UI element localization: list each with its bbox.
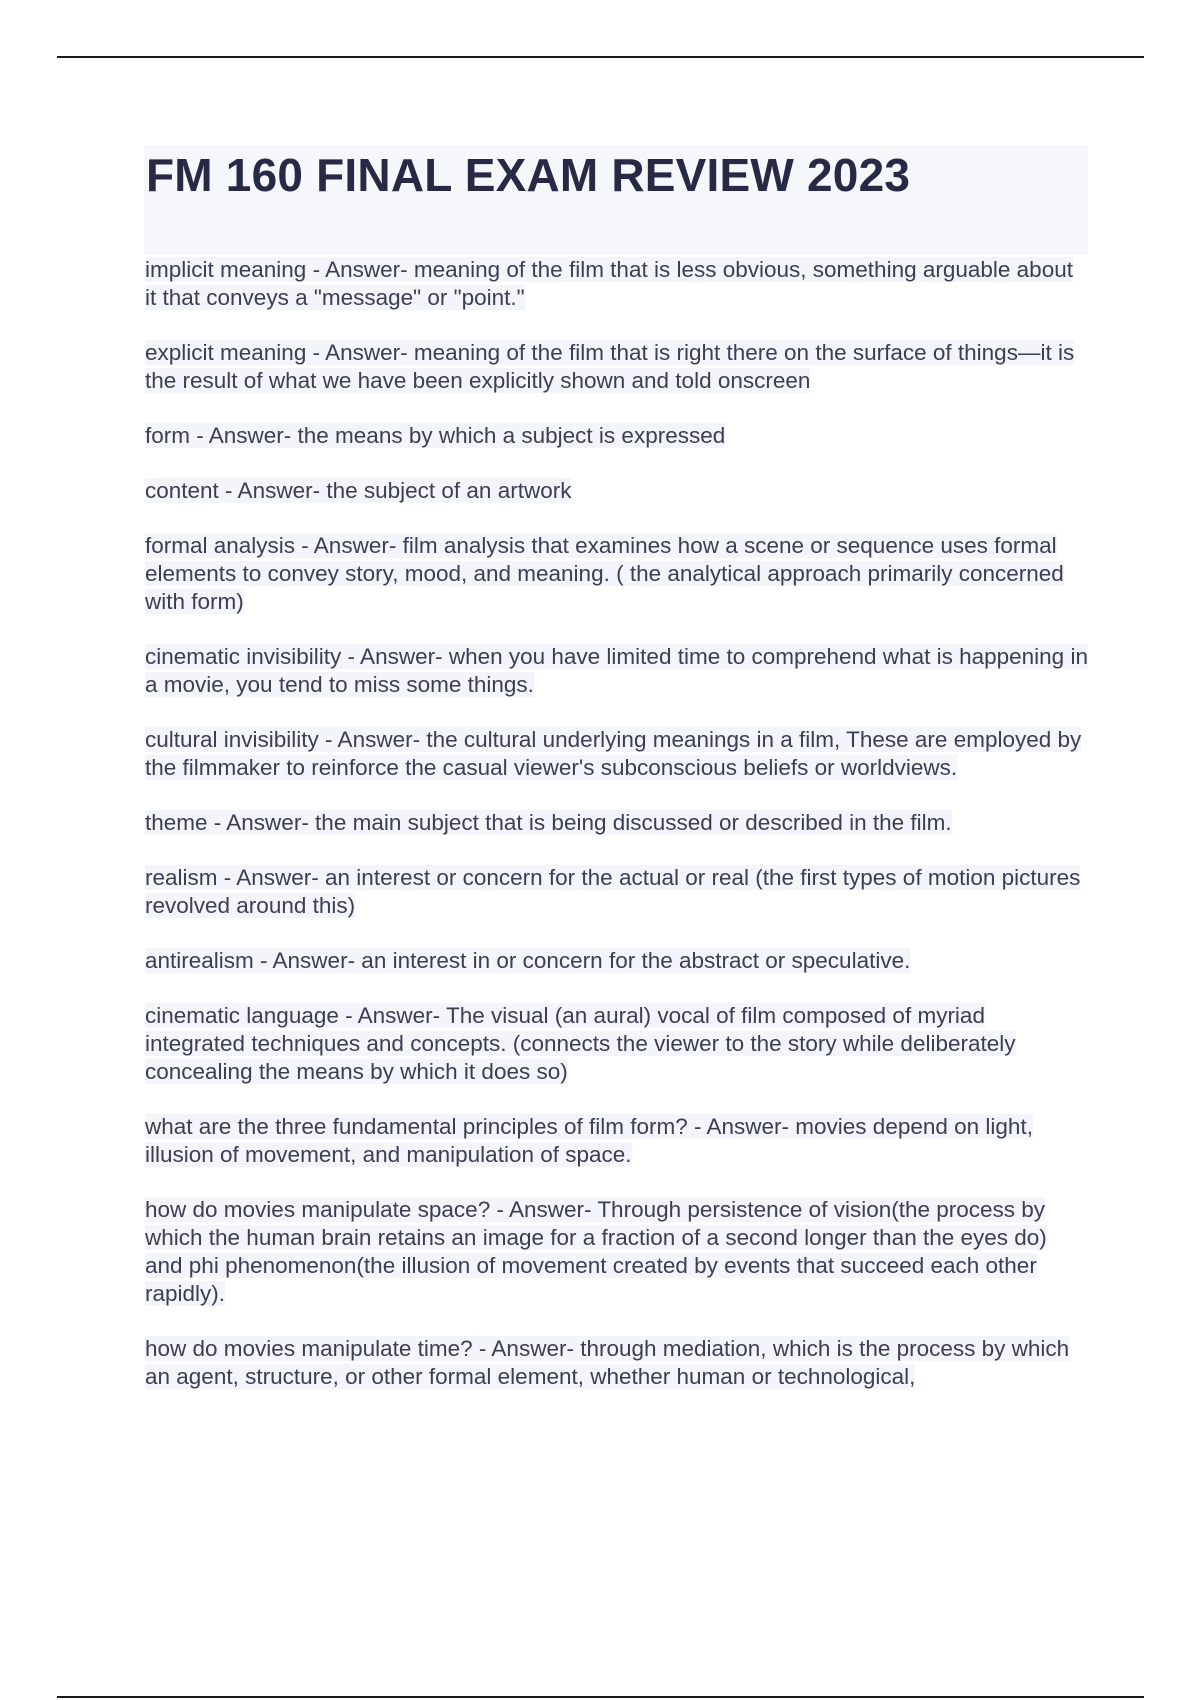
entry-text: content - Answer- the subject of an artwork	[145, 478, 572, 503]
entry-text: realism - Answer- an interest or concern for the actual or real (the first types of motion pictures revolved around this)	[145, 865, 1081, 918]
entry-text: explicit meaning - Answer- meaning of the film that is right there on the surface of things—it is the result of what we have been explicitly shown and told onscreen	[145, 340, 1075, 393]
entry-film-form-principles	[145, 1113, 1090, 1169]
entry-realism	[145, 864, 1090, 920]
entry-content	[145, 477, 1090, 505]
top-rule	[57, 56, 1144, 58]
entry-text: formal analysis - Answer- film analysis that examines how a scene or sequence uses formal elements to convey story, mood, and meaning. ( the analytical approach primarily concerned with form)	[145, 533, 1064, 614]
entry-text: implicit meaning - Answer- meaning of the film that is less obvious, something arguable about it that conveys a "message" or "point."	[145, 257, 1073, 310]
entry-text: how do movies manipulate time? - Answer- through mediation, which is the process by which an agent, structure, or other formal element, whether human or technological,	[145, 1336, 1070, 1389]
entry-cinematic-invisibility	[145, 643, 1090, 699]
entry-cinematic-language	[145, 1002, 1090, 1086]
entry-text: cinematic invisibility - Answer- when you have limited time to comprehend what is happening in a movie, you tend to miss some things.	[145, 644, 1088, 697]
bottom-rule	[57, 1696, 1144, 1698]
entry-text: theme - Answer- the main subject that is being discussed or described in the film.	[145, 810, 952, 835]
entry-explicit-meaning	[145, 339, 1090, 395]
entry-theme	[145, 809, 1090, 837]
entry-manipulate-space	[145, 1196, 1090, 1308]
entry-text: cinematic language - Answer- The visual (an aural) vocal of film composed of myriad integrated techniques and concepts. (connects the viewer to the story while deliberately concealing the means by which it does so)	[145, 1003, 1016, 1084]
entry-text: antirealism - Answer- an interest in or concern for the abstract or speculative.	[145, 948, 911, 973]
entry-text: how do movies manipulate space? - Answer- Through persistence of vision(the process by which the human brain retains an image for a fraction of a second longer than the eyes do) and phi phenomenon(the illusion of movement created by events that succeed each other rapidly).	[145, 1197, 1047, 1306]
entry-formal-analysis	[145, 532, 1090, 616]
review-entries	[145, 256, 1090, 1418]
entry-text: cultural invisibility - Answer- the cultural underlying meanings in a film, These are employed by the filmmaker to reinforce the casual viewer's subconscious beliefs or worldviews.	[145, 727, 1082, 780]
entry-antirealism	[145, 947, 1090, 975]
entry-text: what are the three fundamental principles of film form? - Answer- movies depend on light, illusion of movement, and manipulation of space.	[145, 1114, 1033, 1167]
entry-implicit-meaning	[145, 256, 1090, 312]
page-title: FM 160 FINAL EXAM REVIEW 2023	[146, 149, 911, 201]
entry-cultural-invisibility	[145, 726, 1090, 782]
entry-text: form - Answer- the means by which a subject is expressed	[145, 423, 726, 448]
entry-manipulate-time	[145, 1335, 1090, 1391]
entry-form	[145, 422, 1090, 450]
